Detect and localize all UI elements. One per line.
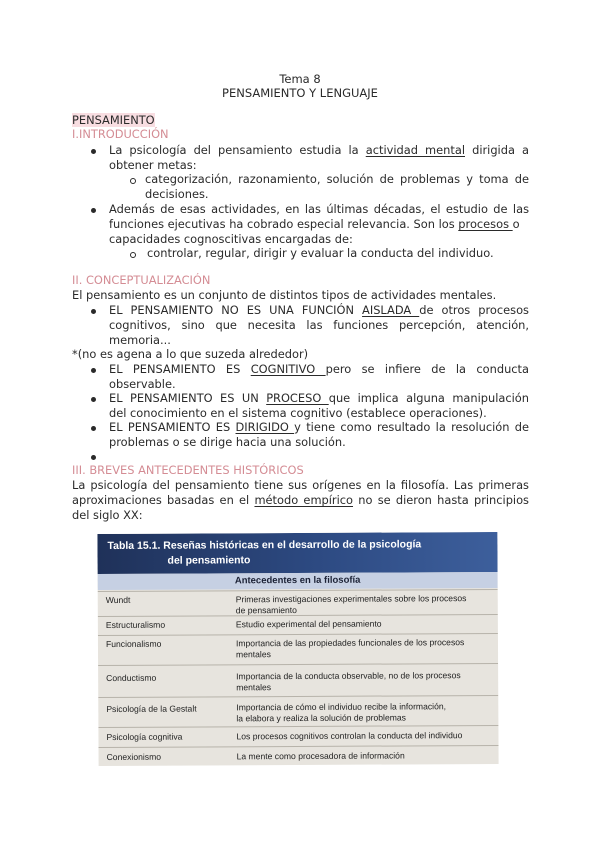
bullet-icon (91, 368, 96, 373)
history-table-image (97, 532, 498, 766)
section-title: PENSAMIENTO (72, 113, 155, 127)
table-cell-desc: Importancia de la conducta observable, no de los procesos mentales (236, 670, 461, 692)
history-line-3: del siglo XX: (72, 508, 143, 522)
concept-heading: II. CONCEPTUALIZACIÓN (72, 273, 211, 287)
sub-bullet-icon (130, 252, 136, 258)
underlined-term: PROCESO (266, 391, 329, 405)
intro-bullet-2-line-3: capacidades cognoscitivas encargadas de: (109, 232, 353, 246)
topic-number: Tema 8 (279, 72, 321, 86)
concept-lead: El pensamiento es un conjunto de distintos tipos de actividades mentales. (72, 288, 497, 302)
concept-note: *(no es agena a lo que suzeda alrededor) (72, 347, 309, 361)
table-cell-name: Conductismo (106, 672, 157, 684)
underlined-term: COGNITIVO (250, 362, 326, 376)
table-cell-name: Funcionalismo (105, 638, 162, 650)
table-title-bar (97, 532, 497, 574)
history-heading: III. BREVES ANTECEDENTES HISTÓRICOS (72, 463, 304, 477)
table-cell-name: Psicología cognitiva (106, 731, 183, 743)
intro-bullet-1-line-1: La psicología del pensamiento estudia la actividad mental dirigida a (109, 143, 529, 157)
underlined-term: método empírico (254, 493, 354, 507)
intro-sub-bullet-2: controlar, regular, dirigir y evaluar la conducta del individuo. (147, 246, 494, 260)
intro-sub-bullet-1-line-1: categorización, razonamiento, solución de problemas y toma de (145, 172, 529, 186)
concept-bullet-2 (109, 362, 529, 392)
underlined-term: AISLADA (362, 303, 420, 317)
table-title-line-2: del pensamiento (167, 554, 251, 567)
history-paragraph (72, 478, 529, 523)
table-cell-desc: Importancia de las propiedades funcionales de los procesos mentales (235, 637, 465, 659)
intro-bullet-1-line-2: obtener metas: (109, 158, 197, 172)
table-cell-name: Conexionismo (106, 751, 162, 763)
history-line-2: aproximaciones basadas en el método empírico no se dieron hasta principios (72, 493, 529, 507)
table-row (98, 695, 498, 726)
table-title-line-1: Tabla 15.1. Reseñas históricas en el desarrollo de la psicología (107, 538, 422, 552)
intro-heading: I.INTRODUCCIÓN (72, 127, 169, 141)
table-row (98, 614, 498, 635)
intro-sub-bullet-1-line-2: decisiones. (145, 187, 209, 201)
sub-bullet-icon (130, 178, 136, 184)
table-cell-desc: La mente como procesadora de información (236, 750, 405, 762)
intro-bullet-1 (109, 143, 529, 173)
concept-bullet-3-line-2: del conocimiento en el sistema cognitivo (establece operaciones). (109, 406, 487, 420)
concept-bullet-4-line-2: problemas o se dirige hacia una solución. (109, 435, 346, 449)
intro-bullet-2-line-1: Además de esas actividades, en las últimas décadas, el estudio de las (109, 202, 529, 216)
table-cell-name: Estructuralismo (105, 619, 166, 631)
concept-bullet-3 (109, 391, 529, 421)
table-cell-desc: Primeras investigaciones experimentales sobre los procesos de pensamiento (235, 593, 467, 615)
intro-sub-bullet-1 (145, 172, 529, 202)
table-cell-desc: Los procesos cognitivos controlan la conducta del individuo (236, 730, 463, 742)
concept-bullet-1-line-1: EL PENSAMIENTO NO ES UNA FUNCIÓN AISLADA de otros procesos (109, 303, 529, 317)
document-title: PENSAMIENTO Y LENGUAJE (222, 86, 378, 100)
table-cell-desc: Importancia de cómo el individuo recibe la información, la elabora y realiza la solución de problemas (236, 701, 447, 723)
table-row (98, 589, 498, 616)
bullet-icon (91, 309, 96, 314)
table-row (98, 663, 498, 696)
table-cell-name: Wundt (105, 594, 131, 606)
underlined-term: actividad mental (365, 143, 465, 157)
table-row (99, 745, 499, 766)
concept-bullet-2-line-2: observable. (109, 377, 176, 391)
table-subheader: Antecedentes en la filosofía (98, 572, 498, 590)
intro-bullet-2 (109, 202, 529, 247)
bullet-icon (91, 149, 96, 154)
concept-bullet-4 (109, 420, 529, 450)
table-cell-name: Psicología de la Gestalt (106, 703, 197, 715)
bullet-icon (91, 208, 96, 213)
concept-bullet-2-line-1: EL PENSAMIENTO ES COGNITIVO pero se infiere de la conducta (109, 362, 530, 376)
table-row (98, 633, 498, 663)
bullet-icon (91, 397, 96, 402)
concept-bullet-4-line-1: EL PENSAMIENTO ES DIRIGIDO y tiene como resultado la resolución de (109, 420, 530, 434)
table-cell-desc: Estudio experimental del pensamiento (235, 618, 382, 630)
history-line-1: La psicología del pensamiento tiene sus orígenes en la filosofía. Las primeras (72, 478, 529, 492)
underlined-term: procesos (458, 217, 513, 231)
concept-bullet-1-line-3: memoria... (109, 333, 171, 347)
concept-bullet-1-line-2: cognitivos, sino que necesita las funciones percepción, atención, (109, 318, 529, 332)
bullet-icon (91, 426, 96, 431)
concept-bullet-1 (109, 303, 529, 348)
intro-bullet-2-line-2: funciones ejecutivas ha cobrado especial relevancia. Son los procesos o (109, 217, 520, 231)
underlined-term: DIRIGIDO (235, 420, 295, 434)
concept-bullet-3-line-1: EL PENSAMIENTO ES UN PROCESO que implica alguna manipulación (109, 391, 529, 405)
empty-bullet-icon (91, 455, 96, 460)
table-row (98, 725, 498, 746)
